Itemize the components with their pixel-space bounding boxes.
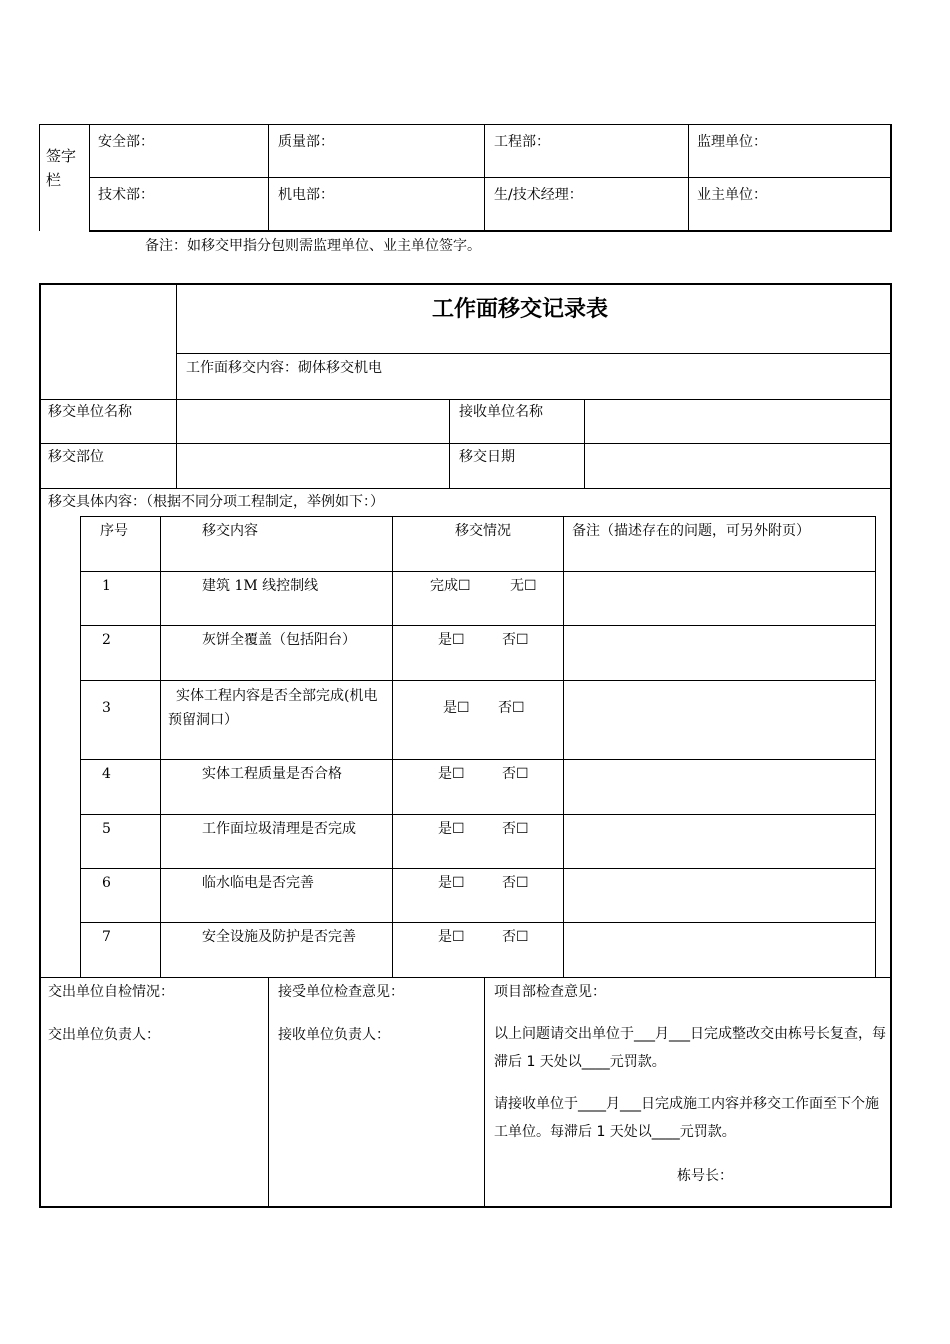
handover-content-label: 工作面移交内容：砌体移交机电	[186, 360, 382, 376]
checkbox-option-1[interactable]: 完成☐	[430, 578, 471, 594]
row-content: 实体工程质量是否合格	[202, 766, 342, 782]
row-content: 工作面垃圾清理是否完成	[202, 821, 356, 837]
checkbox-option-2[interactable]: 否☐	[502, 821, 529, 837]
checkbox-option-2[interactable]: 无☐	[510, 578, 537, 594]
header-number: 序号	[100, 523, 128, 539]
handover-unit-label: 移交单位名称	[48, 404, 132, 420]
building-manager-label: 栋号长：	[677, 1168, 733, 1184]
row-content: 灰饼全覆盖（包括阳台）	[202, 632, 356, 648]
row-number: 3	[102, 700, 111, 716]
engineering-dept-label: 工程部：	[494, 134, 550, 150]
checkbox-option-1[interactable]: 是☐	[438, 929, 465, 945]
checkbox-option-1[interactable]: 是☐	[438, 766, 465, 782]
handover-date-label: 移交日期	[459, 449, 515, 465]
mep-dept-label: 机电部：	[278, 187, 334, 203]
row-number: 7	[102, 929, 111, 945]
row-number: 2	[102, 632, 111, 648]
technical-dept-label: 技术部：	[98, 187, 154, 203]
checkbox-option-2[interactable]: 否☐	[502, 929, 529, 945]
header-status: 移交情况	[455, 523, 511, 539]
safety-dept-label: 安全部：	[98, 134, 154, 150]
signature-label: 签字栏	[46, 147, 77, 189]
checkbox-option-1[interactable]: 是☐	[438, 632, 465, 648]
form-title: 工作面移交记录表	[432, 297, 609, 322]
checkbox-option-2[interactable]: 否☐	[502, 875, 529, 891]
signature-note: 备注：如移交甲指分包则需监理单位、业主单位签字。	[145, 238, 481, 254]
header-content: 移交内容	[202, 523, 258, 539]
receiving-inspection-label: 接受单位检查意见：	[278, 984, 404, 1000]
handover-instruction: 请接收单位于____月___日完成施工内容并移交工作面至下个施工单位。每滞后 1 天处以____元罚款。	[494, 1096, 879, 1140]
supervision-unit-label: 监理单位：	[697, 134, 767, 150]
checkbox-option-1[interactable]: 是☐	[438, 875, 465, 891]
row-number: 5	[102, 821, 111, 837]
owner-unit-label: 业主单位：	[697, 187, 767, 203]
rectification-instruction: 以上问题请交出单位于___月___日完成整改交由栋号长复查，每滞后 1 天处以____元罚款。	[494, 1026, 886, 1070]
handover-location-label: 移交部位	[48, 449, 104, 465]
checkbox-option-1[interactable]: 是☐	[443, 700, 470, 716]
checkbox-option-1[interactable]: 是☐	[438, 821, 465, 837]
checkbox-option-2[interactable]: 否☐	[502, 632, 529, 648]
row-content: 临水临电是否完善	[202, 875, 314, 891]
checkbox-option-2[interactable]: 否☐	[502, 766, 529, 782]
row-number: 1	[102, 578, 111, 594]
row-content: 实体工程内容是否全部完成(机电预留洞口）	[168, 688, 378, 728]
header-remarks: 备注（描述存在的问题，可另外附页）	[572, 523, 810, 539]
receiving-responsible-label: 接收单位负责人：	[278, 1027, 390, 1043]
handover-self-check-label: 交出单位自检情况：	[48, 984, 174, 1000]
row-number: 6	[102, 875, 111, 891]
production-manager-label: 生/技术经理：	[494, 187, 583, 203]
details-label: 移交具体内容：（根据不同分项工程制定，举例如下：）	[48, 494, 384, 510]
project-dept-opinion-label: 项目部检查意见：	[494, 984, 606, 1000]
row-content: 安全设施及防护是否完善	[202, 929, 356, 945]
receiving-unit-label: 接收单位名称	[459, 404, 543, 420]
quality-dept-label: 质量部：	[278, 134, 334, 150]
checkbox-option-2[interactable]: 否☐	[498, 700, 525, 716]
row-number: 4	[102, 766, 111, 782]
row-content: 建筑 1M 线控制线	[202, 578, 319, 594]
handover-responsible-label: 交出单位负责人：	[48, 1027, 160, 1043]
